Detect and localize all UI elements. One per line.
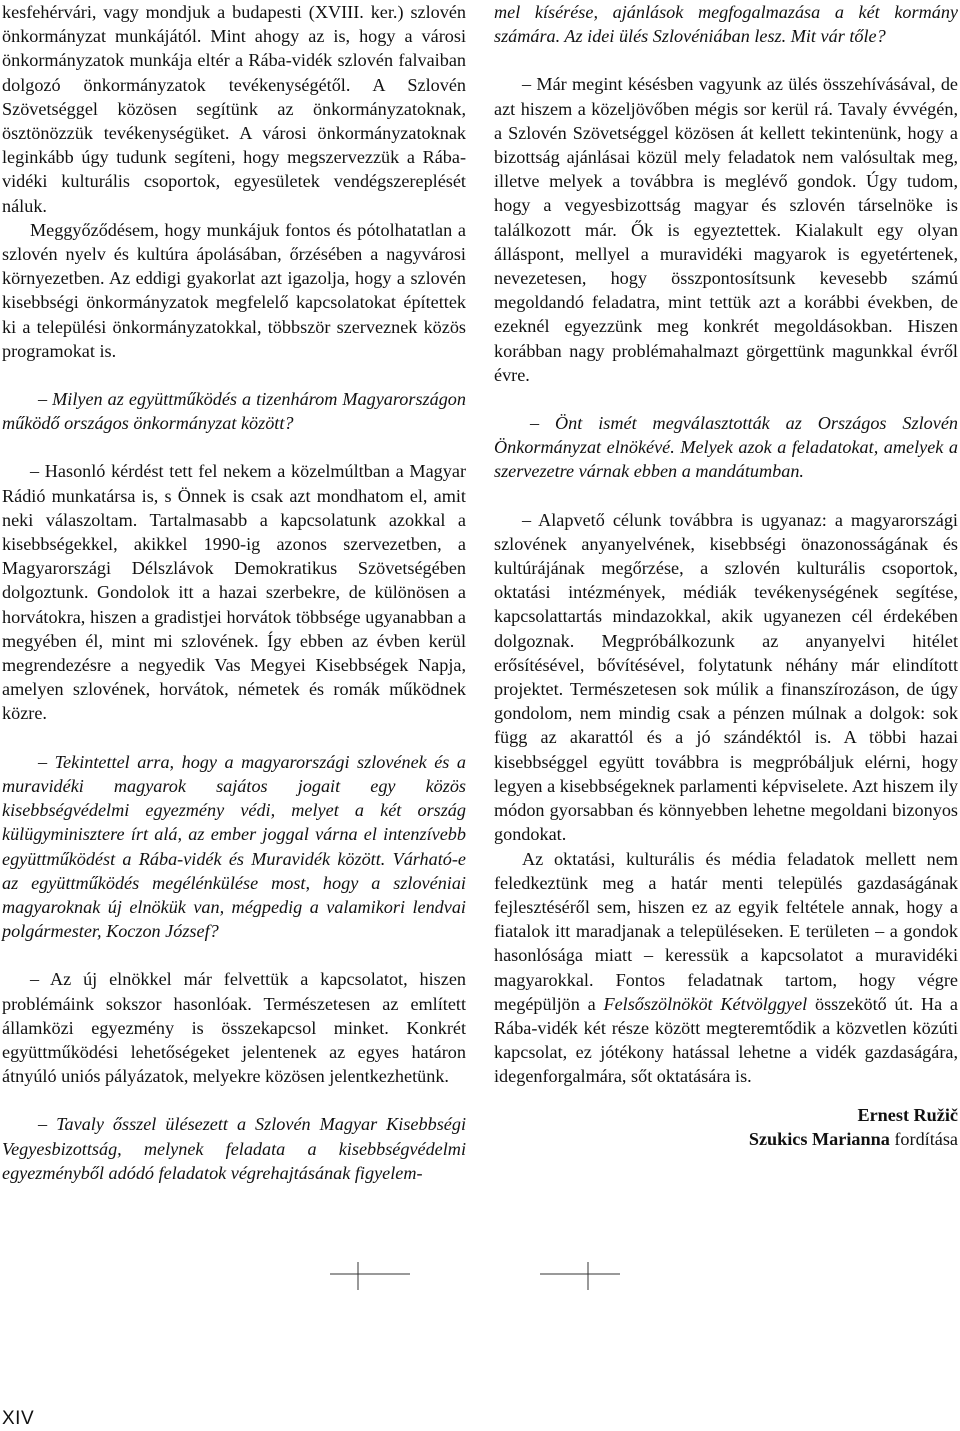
conviction-paragraph: Meggyőződésem, hogy munkájuk fontos és pótolhatatlan a szlovén nyelv és kultúra ápolásában, őrzésében a nagyvárosi környezetben. Az eddigi gyakorlat azt igazolja, hogy a szlovén kisebbségi önkormányzatok megfelelő kapcsolatokat építettek ki a települési önkormányzatokkal, többször szerveznek közös programokat is.: [2, 219, 466, 361]
education-text-end: összekötő út. Ha a Rába-vidék két része között megteremtődik a közvetlen közúti kapcsolat, ez jótékony hatással lehetne a vidék gazdaságára, idegenforgalmára, sőt oktatására is.: [494, 993, 958, 1087]
answer-muravidek: – Az új elnökkel már felvettük a kapcsolatot, hiszen problémáink sokszor hasonlóak. Természetesen az említett államközi egyezmény is összekapcsol minket. Konkrét együttműködési lehetőségeket jelentenek az egyes határon átnyúló uniós pályázatok, melyekre közösen jelentkezhetünk.: [2, 969, 466, 1087]
answer-cooperation: – Hasonló kérdést tett fel nekem a közelmúltban a Magyar Rádió munkatársa is, s Önnek is csak azt mondhatom el, amit neki válaszoltam. Tartalmasabb a kapcsolatunk azokkal a kisebbségekkel, akikkel 1990-ig azonos szervezetben, a Magyarországi Délszlávok Demokratikus Szövetségében dolgoztunk. Gondolok itt a hazai szerbekre, de különösen a horvátokra, hiszen a gradistjei horvátok többsége ugyanabban a megyében él, mint mi szlovének. Így ebben az évben kerül megrendezésre a negyedik Vas Megyei Kisebbségek Napja, amelyen szlovének, horvátok, németek és romák működnek közre.: [2, 461, 466, 724]
crop-marks: [330, 1260, 630, 1290]
question-committee: – Tavaly ősszel ülésezett a Szlovén Magyar Kisebbségi Vegyesbizottság, melynek feladata a kisebbségvédelmi egyezményből adódó feladatok végrehajtásának figyelem-: [2, 1114, 466, 1183]
translator-line: [494, 1127, 958, 1151]
translator-role: fordítása: [889, 1128, 958, 1149]
question-mandate: – Önt ismét megválasztották az Országos Szlovén Önkormányzat elnökévé. Melyek azok a feladatokat, amelyek a szervezetre várnak ebben a mandátumban.: [494, 413, 958, 482]
page-number: XIV: [2, 1408, 35, 1429]
question-cooperation: – Milyen az együttműködés a tizenhárom Magyarországon működő országos önkormányzat között?: [2, 389, 466, 434]
answer-committee: – Már megint késésben vagyunk az ülés összehívásával, de azt hiszem a közeljövőben mégis sor kerül rá. Tavaly évvégén, a Szlovén Szövetséggel közösen át kellett tekintenünk, hogy a bizottság ajánlásai közül mely feladatok nem valósultak meg, illetve melyek a továbbra is meglévő gondok. Úgy tudom, hogy a vegyesbizottság magyar és szlovén társelnöke is találkozott már. Ők is egyeztettek. Kialakult egy olyan álláspont, mellyel a muravidéki magyarok is egyetértenek, nevezetesen, hogy összpontosítsunk kevesebb számú megoldandó feladatra, mint tettük azt a korábbi években, de ezeknél egyezzünk meg konkrét megoldásokban. Hiszen korábban nagy problémahalmazt görgettünk magunkkal évről évre.: [494, 74, 958, 385]
answer-mandate: – Alapvető célunk továbbra is ugyanaz: a magyarországi szlovének anyanyelvének, kisebbségi önazonosságának és kultúrájának megőrzése, a szlovén kulturális csoportok, oktatási intézmények, médiák tevékenységének segítése, kapcsolattartás mindazokkal, akik ugyanezen cél érdekében dolgoznak. Megpróbálkozunk az anyanyelvi hitélet erősítésével, bővítésével, folytatunk néhány már elindított projektet. Természetesen sok múlik a finanszírozáson, de úgy gondolom, nem mindig csak a pénzen múlnak a dolgok: sok függ az akarattól és a jó szándéktól is. A többi hazai kisebbséggel együtt továbbra is megpróbáljuk elérni, hogy legyen a kisebbségeknek parlamenti képviselete. Azt hiszem ily módon gyorsabban és könnyebben lehetne megoldani bizonyos gondokat.: [494, 509, 958, 845]
intro-paragraph: kesfehérvári, vagy mondjuk a budapesti (XVIII. ker.) szlovén önkormányzat munkájától. Mint ahogy az is, hogy a városi önkormányzatok munkája eltér a Rába-vidék szlovén falvaiban dolgozó önkormányzatok tevékenységétől. A Szlovén Szövetséggel közösen segítünk az önkormányzatoknak, ösztönözzük tevékenységüket. A városi önkormányzatoknak leginkább úgy tudunk segíteni, hogy megszervezzük a Rába-vidéki kulturális csoportok, egyesületek vendégszereplését náluk.: [2, 2, 466, 216]
question-muravidek: – Tekintettel arra, hogy a magyarországi szlovének és a muravidéki magyarok sajátos jogait egy közös kisebbségvédelmi egyezmény védi, melyet a két ország külügyminisztere írt alá, az ember joggal várna el intenzívebb együttműködést a Rába-vidék és Muravidék között. Várható-e az együttműködés megélénkülése most, hogy a szlovéniai magyaroknak új elnökük van, mégpedig a valamikori lendvai polgármester, Koczon József?: [2, 751, 466, 942]
translator-name: Szukics Marianna: [748, 1128, 890, 1149]
author-name: Ernest Ružič: [857, 1104, 958, 1125]
education-text-start: Az oktatási, kulturális és média feladatok mellett nem feledkeztünk meg a határ menti település gazdaságának fejlesztéséről sem, hiszen ez az egyik feltétele annak, hogy a fiatalok itt maradjanak a településeken. E területen – a gondok hasonlósága miatt – keressük a kapcsolatot a muravidéki magyarokkal. Fontos feladatnak tartom, hogy végre megépüljön a: [494, 848, 958, 1014]
question-committee-continued: mel kísérése, ajánlások megfogalmazása a két kormány számára. Az idei ülés Szlovéniában lesz. Mit vár tőle?: [494, 2, 958, 47]
place-names: Felsőszölnököt Kétvölggyel: [603, 993, 808, 1014]
education-paragraph: [494, 847, 958, 1089]
signature-block: [494, 1103, 958, 1151]
left-column: [2, 0, 466, 1185]
right-column: [494, 0, 958, 1151]
